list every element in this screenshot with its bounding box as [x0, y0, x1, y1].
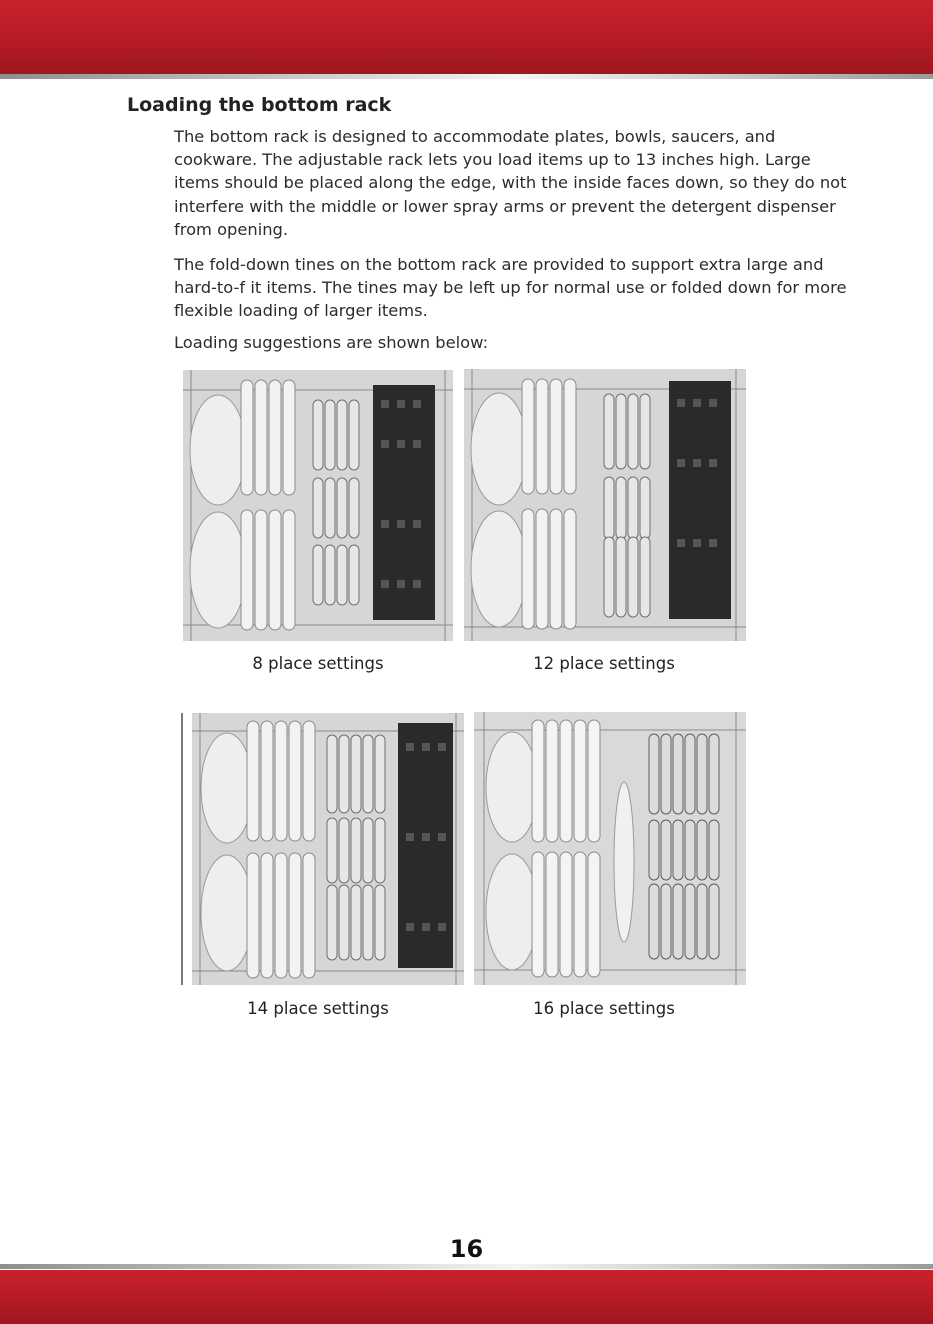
caption-14-settings: 14 place settings: [247, 999, 389, 1018]
paragraph-suggestions: Loading suggestions are shown below:: [174, 333, 489, 352]
caption-16-settings: 16 place settings: [533, 999, 675, 1018]
header-rule: [0, 74, 933, 79]
rack-photo-12-settings: [464, 369, 746, 641]
rack-photo-16-settings: [474, 712, 746, 985]
footer-band: [0, 1270, 933, 1324]
header-band: [0, 0, 933, 74]
paragraph-intro: The bottom rack is designed to accommodate plates, bowls, saucers, and cookware. The adjustable rack lets you load items up to 13 inches high. Large items should be placed along the edge, with the inside faces down, so they do not interfere with the middle or lower spray arms or prevent the detergent dispenser from opening.: [174, 127, 847, 239]
rack-photo-14-settings: [192, 713, 464, 985]
caption-8-settings: 8 place settings: [252, 654, 384, 673]
caption-12-settings: 12 place settings: [533, 654, 675, 673]
paragraph-tines: The fold-down tines on the bottom rack are provided to support extra large and hard-to-f it items. The tines may be left up for normal use or folded down for more flexible loading of larger items.: [174, 255, 847, 321]
section-title: Loading the bottom rack: [127, 94, 392, 116]
rack-photo-8-settings: [183, 370, 453, 641]
photo-edge-line: [181, 713, 183, 985]
page-number: 16: [449, 1235, 484, 1263]
footer-rule: [0, 1264, 933, 1269]
